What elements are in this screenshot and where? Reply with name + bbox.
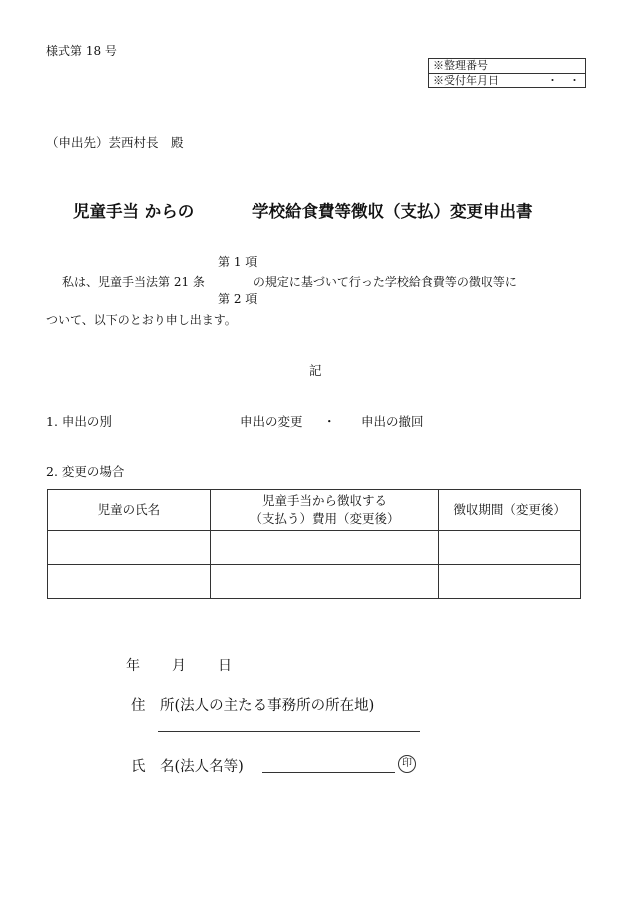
header-fee-line-1: 児童手当から徴収する [261, 493, 387, 508]
recipient: （申出先）芸西村長 殿 [46, 135, 184, 150]
header-fee-line-2: （支払う）費用（変更後） [249, 511, 400, 526]
table-row [48, 565, 581, 599]
address-label: 住 所(法人の主たる事務所の所在地) [131, 698, 375, 714]
header-child-name: 児童の氏名 [48, 490, 211, 531]
cell-period[interactable] [439, 565, 581, 599]
admin-row-reference-number: ※整理番号 [429, 59, 585, 74]
table-header-row [48, 490, 581, 531]
admin-row-date-dots: ・ ・ [547, 74, 580, 87]
ki-heading: 記 [309, 363, 322, 378]
form-number: 様式第 18 号 [46, 44, 117, 58]
header-fee [210, 490, 439, 531]
option-separator: ・ [323, 414, 336, 429]
address-input-line[interactable] [158, 731, 420, 732]
name-label: 氏 名(法人名等) [131, 759, 244, 775]
body-line-2: ついて、以下のとおり申し出ます。 [46, 313, 237, 327]
date-day: 日 [218, 658, 232, 674]
table-row [48, 531, 581, 565]
admin-row-received-date-label: ※受付年月日 [433, 74, 499, 87]
admin-row-received-date [429, 74, 585, 88]
cell-fee[interactable] [210, 531, 439, 565]
clause-option-1: 第 1 項 [218, 255, 258, 269]
item2-label: 2. 変更の場合 [46, 464, 125, 479]
date-year: 年 [126, 658, 140, 674]
option-withdraw[interactable]: 申出の撤回 [361, 414, 424, 429]
clause-option-2: 第 2 項 [218, 292, 258, 306]
seal-icon: 印 [398, 755, 416, 773]
title-part-2: 学校給食費等徴収（支払）変更申出書 [252, 202, 533, 221]
date-month: 月 [172, 658, 186, 674]
body-line-1: 私は、児童手当法第 21 条 の規定に基づいて行った学校給食費等の徴収等に [62, 275, 517, 289]
header-period: 徴収期間（変更後） [439, 490, 581, 531]
date-line [126, 655, 232, 675]
title-part-1: 児童手当 からの [73, 202, 195, 221]
admin-box [428, 58, 586, 88]
cell-child-name[interactable] [48, 531, 211, 565]
option-change[interactable]: 申出の変更 [240, 414, 303, 429]
changes-table [47, 489, 581, 599]
item1-label: 1. 申出の別 [46, 414, 112, 429]
cell-fee[interactable] [210, 565, 439, 599]
cell-period[interactable] [439, 531, 581, 565]
cell-child-name[interactable] [48, 565, 211, 599]
name-input-line[interactable] [262, 772, 395, 773]
